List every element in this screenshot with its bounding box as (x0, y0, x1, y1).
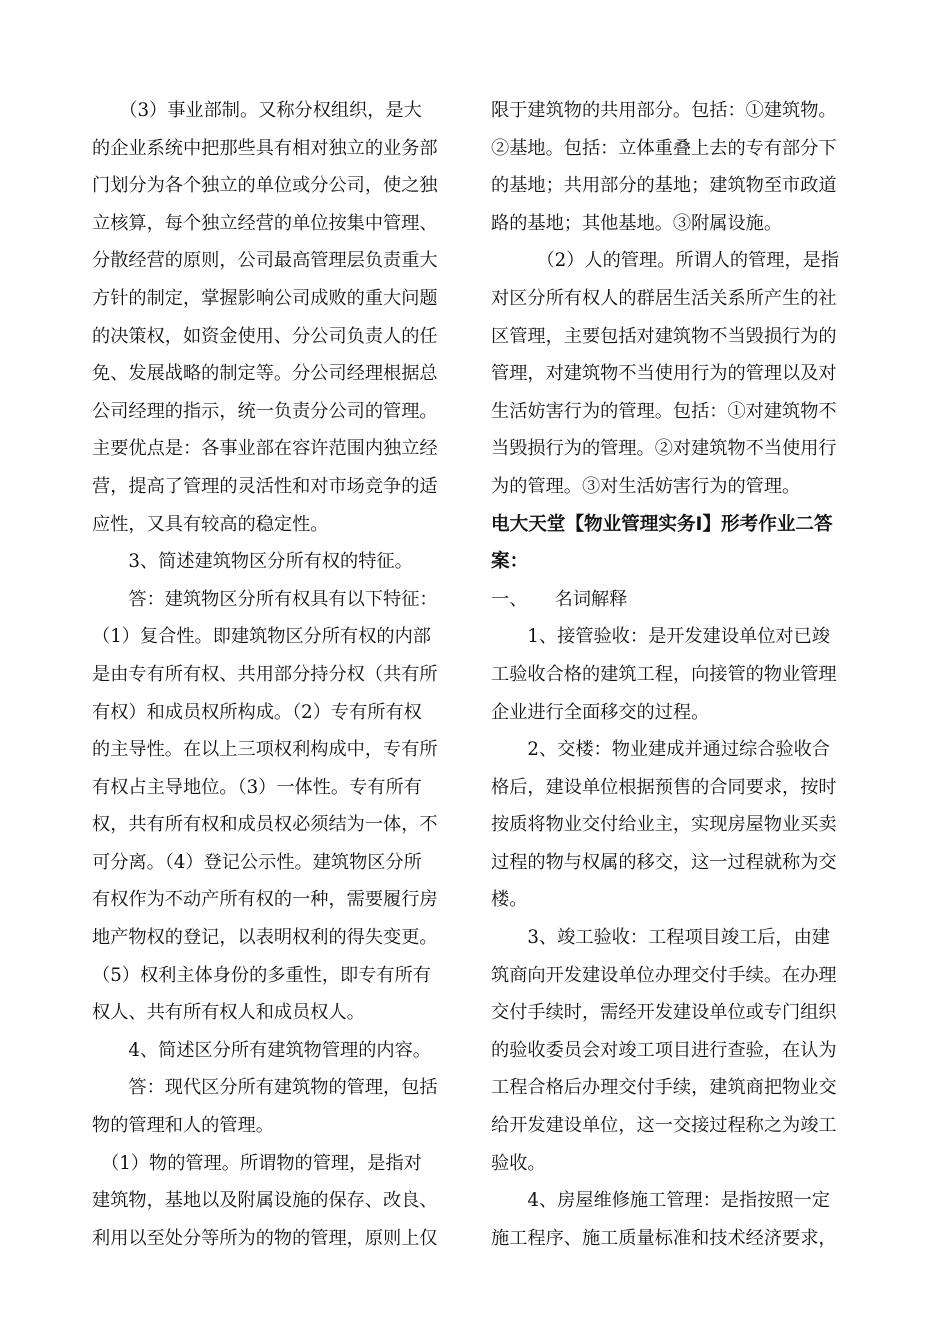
text-line: 的主导性。在以上三项权利构成中，专有所 (92, 739, 438, 761)
section-title: 电大天堂【物业管理实务Ⅰ】形考作业二答 (491, 513, 833, 535)
answer-line: 答：现代区分所有建筑物的管理，包括 (92, 1077, 438, 1099)
text-line: 楼。 (491, 889, 528, 911)
text-line: 物的管理和人的管理。 (92, 1115, 274, 1137)
left-column (92, 92, 460, 1257)
text-line: 门划分为各个独立的单位或分公司，使之独 (92, 175, 438, 197)
text-line: 工验收合格的建筑工程，向接管的物业管理 (491, 663, 837, 685)
term-definition: 3、竣工验收：工程项目竣工后，由建 (491, 927, 830, 949)
text-line: 立核算，每个独立经营的单位按集中管理、 (92, 212, 438, 234)
text-line: 按质将物业交付给业主，实现房屋物业买卖 (491, 814, 837, 836)
text-line: 区管理，主要包括对建筑物不当毁损行为的 (491, 325, 837, 347)
text-line: 权，共有所有权和成员权必须结为一体，不 (92, 814, 438, 836)
text-line: 建筑物，基地以及附属设施的保存、改良、 (92, 1190, 438, 1212)
text-line: 当毁损行为的管理。②对建筑物不当使用行 (491, 438, 837, 460)
text-line: 过程的物与权属的移交，这一过程就称为交 (491, 851, 837, 873)
question-heading: 4、简述区分所有建筑物管理的内容。 (92, 1039, 431, 1061)
text-line: 分散经营的原则，公司最高管理层负责重大 (92, 250, 438, 272)
text-line: 有权）和成员权所构成。（2）专有所有权 (92, 701, 422, 723)
text-line: 公司经理的指示，统一负责分公司的管理。 (92, 400, 438, 422)
text-line: 的企业系统中把那些具有相对独立的业务部 (92, 137, 438, 159)
text-line: 主要优点是：各事业部在容许范围内独立经 (92, 438, 438, 460)
text-line: 是由专有所有权、共用部分持分权（共有所 (92, 663, 438, 685)
text-line: 交付手续时，需经开发建设单位或专门组织 (491, 1002, 837, 1024)
text-line: 施工程序、施工质量标准和技术经济要求， (491, 1227, 837, 1249)
text-line: 格后，建设单位根据预售的合同要求，按时 (491, 776, 837, 798)
text-line: 给开发建设单位，这一交接过程称之为竣工 (491, 1115, 837, 1137)
text-line: 可分离。（4）登记公示性。建筑物区分所 (92, 851, 422, 873)
text-line: 的决策权，如资金使用、分公司负责人的任 (92, 325, 438, 347)
text-line: 应性，又具有较高的稳定性。 (92, 513, 329, 535)
text-line: 管理，对建筑物不当使用行为的管理以及对 (491, 363, 837, 385)
right-column (491, 92, 859, 1257)
section-title-continued: 案： (491, 551, 529, 573)
text-line: 免、发展战略的制定等。分公司经理根据总 (92, 363, 438, 385)
term-definition: 2、交楼：物业建成并通过综合验收合 (491, 739, 830, 761)
text-line: 的基地；共用部分的基地；建筑物至市政道 (491, 175, 837, 197)
text-line: （3）事业部制。又称分权组织，是大 (92, 100, 422, 121)
term-definition: 4、房屋维修施工管理：是指按照一定 (491, 1190, 830, 1212)
text-line: 地产物权的登记，以表明权利的得失变更。 (92, 927, 438, 949)
text-line: 生活妨害行为的管理。包括：①对建筑物不 (491, 400, 837, 422)
text-line: 的验收委员会对竣工项目进行查验，在认为 (491, 1039, 837, 1061)
text-line: ②基地。包括：立体重叠上去的专有部分下 (491, 137, 837, 159)
text-line: 营，提高了管理的灵活性和对市场竞争的适 (92, 475, 438, 497)
text-line: 有权作为不动产所有权的一种，需要履行房 (92, 889, 438, 911)
text-line: 筑商向开发建设单位办理交付手续。在办理 (491, 964, 837, 986)
text-line: 方针的制定，掌握影响公司成败的重大问题 (92, 287, 438, 309)
question-heading: 3、简述建筑物区分所有权的特征。 (92, 551, 413, 573)
text-line: 权人、共有所有权人和成员权人。 (92, 1002, 365, 1024)
text-line: （5）权利主体身份的多重性，即专有所有 (92, 964, 431, 986)
text-line: 工程合格后办理交付手续，建筑商把物业交 (491, 1077, 837, 1099)
text-line: 对区分所有权人的群居生活关系所产生的社 (491, 287, 837, 309)
text-line: 路的基地；其他基地。③附属设施。 (491, 212, 783, 234)
text-line: （2）人的管理。所谓人的管理，是指 (491, 250, 840, 272)
text-line: 为的管理。③对生活妨害行为的管理。 (491, 475, 801, 497)
text-line: 限于建筑物的共用部分。包括：①建筑物。 (491, 100, 837, 121)
text-line: 验收。 (491, 1152, 546, 1174)
text-line: 利用以至处分等所为的物的管理，原则上仅 (92, 1227, 438, 1249)
text-line: 企业进行全面移交的过程。 (491, 701, 710, 723)
subsection-heading: 一、 名词解释 (491, 588, 628, 610)
text-line: （1）复合性。即建筑物区分所有权的内部 (92, 626, 431, 648)
text-line: 有权占主导地位。（3）一体性。专有所有 (92, 776, 422, 798)
answer-line: 答：建筑物区分所有权具有以下特征： (92, 588, 438, 610)
term-definition: 1、接管验收：是开发建设单位对已竣 (491, 626, 830, 648)
text-line: （1）物的管理。所谓物的管理，是指对 (92, 1152, 422, 1174)
